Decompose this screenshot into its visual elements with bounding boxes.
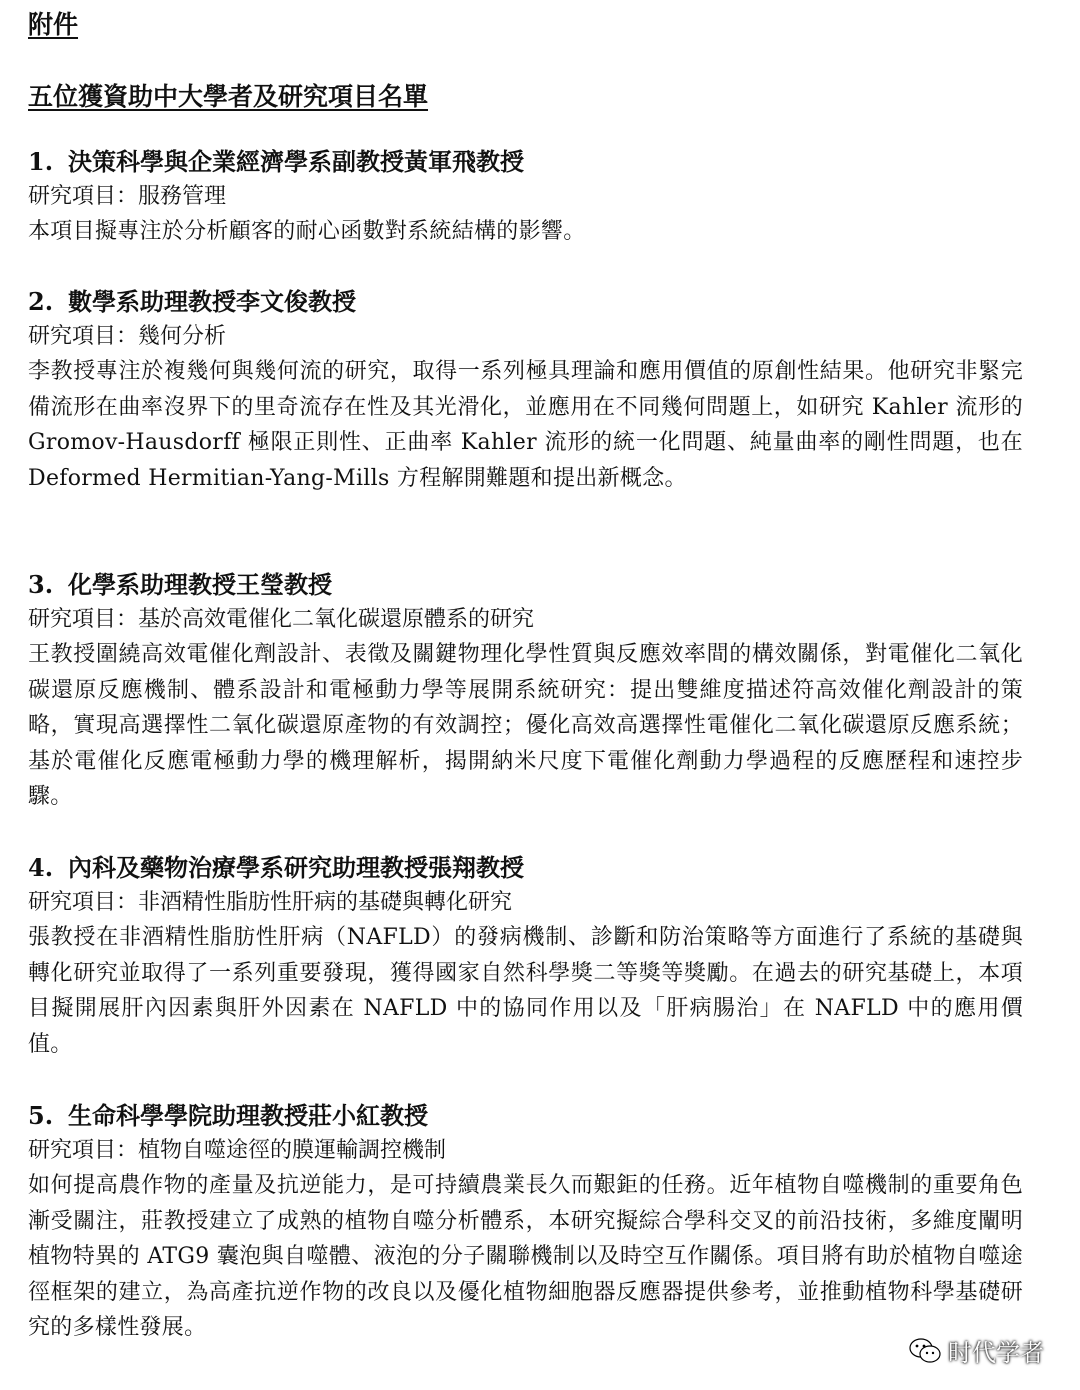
section-heading-text: 內科及藥物治療學系研究助理教授張翔教授 [68,853,524,882]
section-project: 研究項目：服務管理 [28,184,227,209]
section-number: 3. [28,570,54,599]
section-project: 研究項目：基於高效電催化二氧化碳還原體系的研究 [28,607,535,632]
wechat-icon [908,1336,942,1366]
section-description: 李教授專注於複幾何與幾何流的研究，取得一系列極具理論和應用價值的原創性結果。他研究非緊完備流形在曲率沒界下的里奇流存在性及其光滑化，並應用在不同幾何問題上，如研究 Kahler 流形的 Gromov-Hausdorff 極限正則性、正曲率 Kahler 流形的統一化問題、純量曲率的剛性問題，也在 Deformed Hermitian-Yang-Mills 方程解開難題和提出新概念。 [28,359,1023,491]
section-number: 4. [28,853,54,882]
section-description: 張教授在非酒精性脂肪性肝病（NAFLD）的發病機制、診斷和防治策略等方面進行了系統的基礎與轉化研究並取得了一系列重要發現，獲得國家自然科學獎二等獎等獎勵。在過去的研究基礎上，本項目擬開展肝內因素與肝外因素在 NAFLD 中的協同作用以及「肝病腸治」在 NAFLD 中的應用價值。 [28,925,1023,1057]
watermark [908,1333,1044,1368]
document-title: 五位獲資助中大學者及研究項目名單 [28,82,429,111]
section-heading-text: 數學系助理教授李文俊教授 [68,287,356,316]
section-number: 2. [28,287,54,316]
section-description: 如何提高農作物的產量及抗逆能力，是可持續農業長久而艱鉅的任務。近年植物自噬機制的重要角色漸受關注，莊教授建立了成熟的植物自噬分析體系，本研究擬綜合學科交叉的前沿技術，多維度闡明植物特異的 ATG9 囊泡與自噬體、液泡的分子關聯機制以及時空互作關係。項目將有助於植物自噬途徑框架的建立，為高產抗逆作物的改良以及優化植物細胞器反應器提供參考，並推動植物科學基礎研究的多樣性發展。 [28,1173,1023,1340]
section-heading [28,144,1023,179]
section-project: 研究項目：幾何分析 [28,324,227,349]
annex-label: 附件 [28,10,79,39]
section-project: 研究項目：非酒精性脂肪性肝病的基礎與轉化研究 [28,890,513,915]
watermark-text: 时代学者 [948,1339,1044,1367]
section-5 [28,1098,1023,1346]
section-project: 研究項目：植物自噬途徑的膜運輸調控機制 [28,1138,447,1163]
section-heading [28,850,1023,885]
section-heading [28,284,1023,319]
section-heading [28,567,1023,602]
section-heading [28,1098,1023,1133]
section-2 [28,284,1023,496]
section-description: 本項目擬專注於分析顧客的耐心函數對系統結構的影響。 [28,219,586,244]
section-heading-text: 化學系助理教授王瑩教授 [68,570,332,599]
section-number: 5. [28,1101,54,1130]
section-4 [28,850,1023,1062]
section-heading-text: 決策科學與企業經濟學系副教授黃軍飛教授 [68,147,524,176]
section-heading-text: 生命科學學院助理教授莊小紅教授 [68,1101,428,1130]
section-number: 1. [28,147,54,176]
section-1 [28,144,1023,250]
section-description: 王教授圍繞高效電催化劑設計、表徵及關鍵物理化學性質與反應效率間的構效關係，對電催化二氧化碳還原反應機制、體系設計和電極動力學等展開系統研究：提出雙維度描述符高效催化劑設計的策略，實現高選擇性二氧化碳還原產物的有效調控；優化高效高選擇性電催化二氧化碳還原反應系統；基於電催化反應電極動力學的機理解析，揭開納米尺度下電催化劑動力學過程的反應歷程和速控步驟。 [28,642,1023,809]
section-3 [28,567,1023,815]
